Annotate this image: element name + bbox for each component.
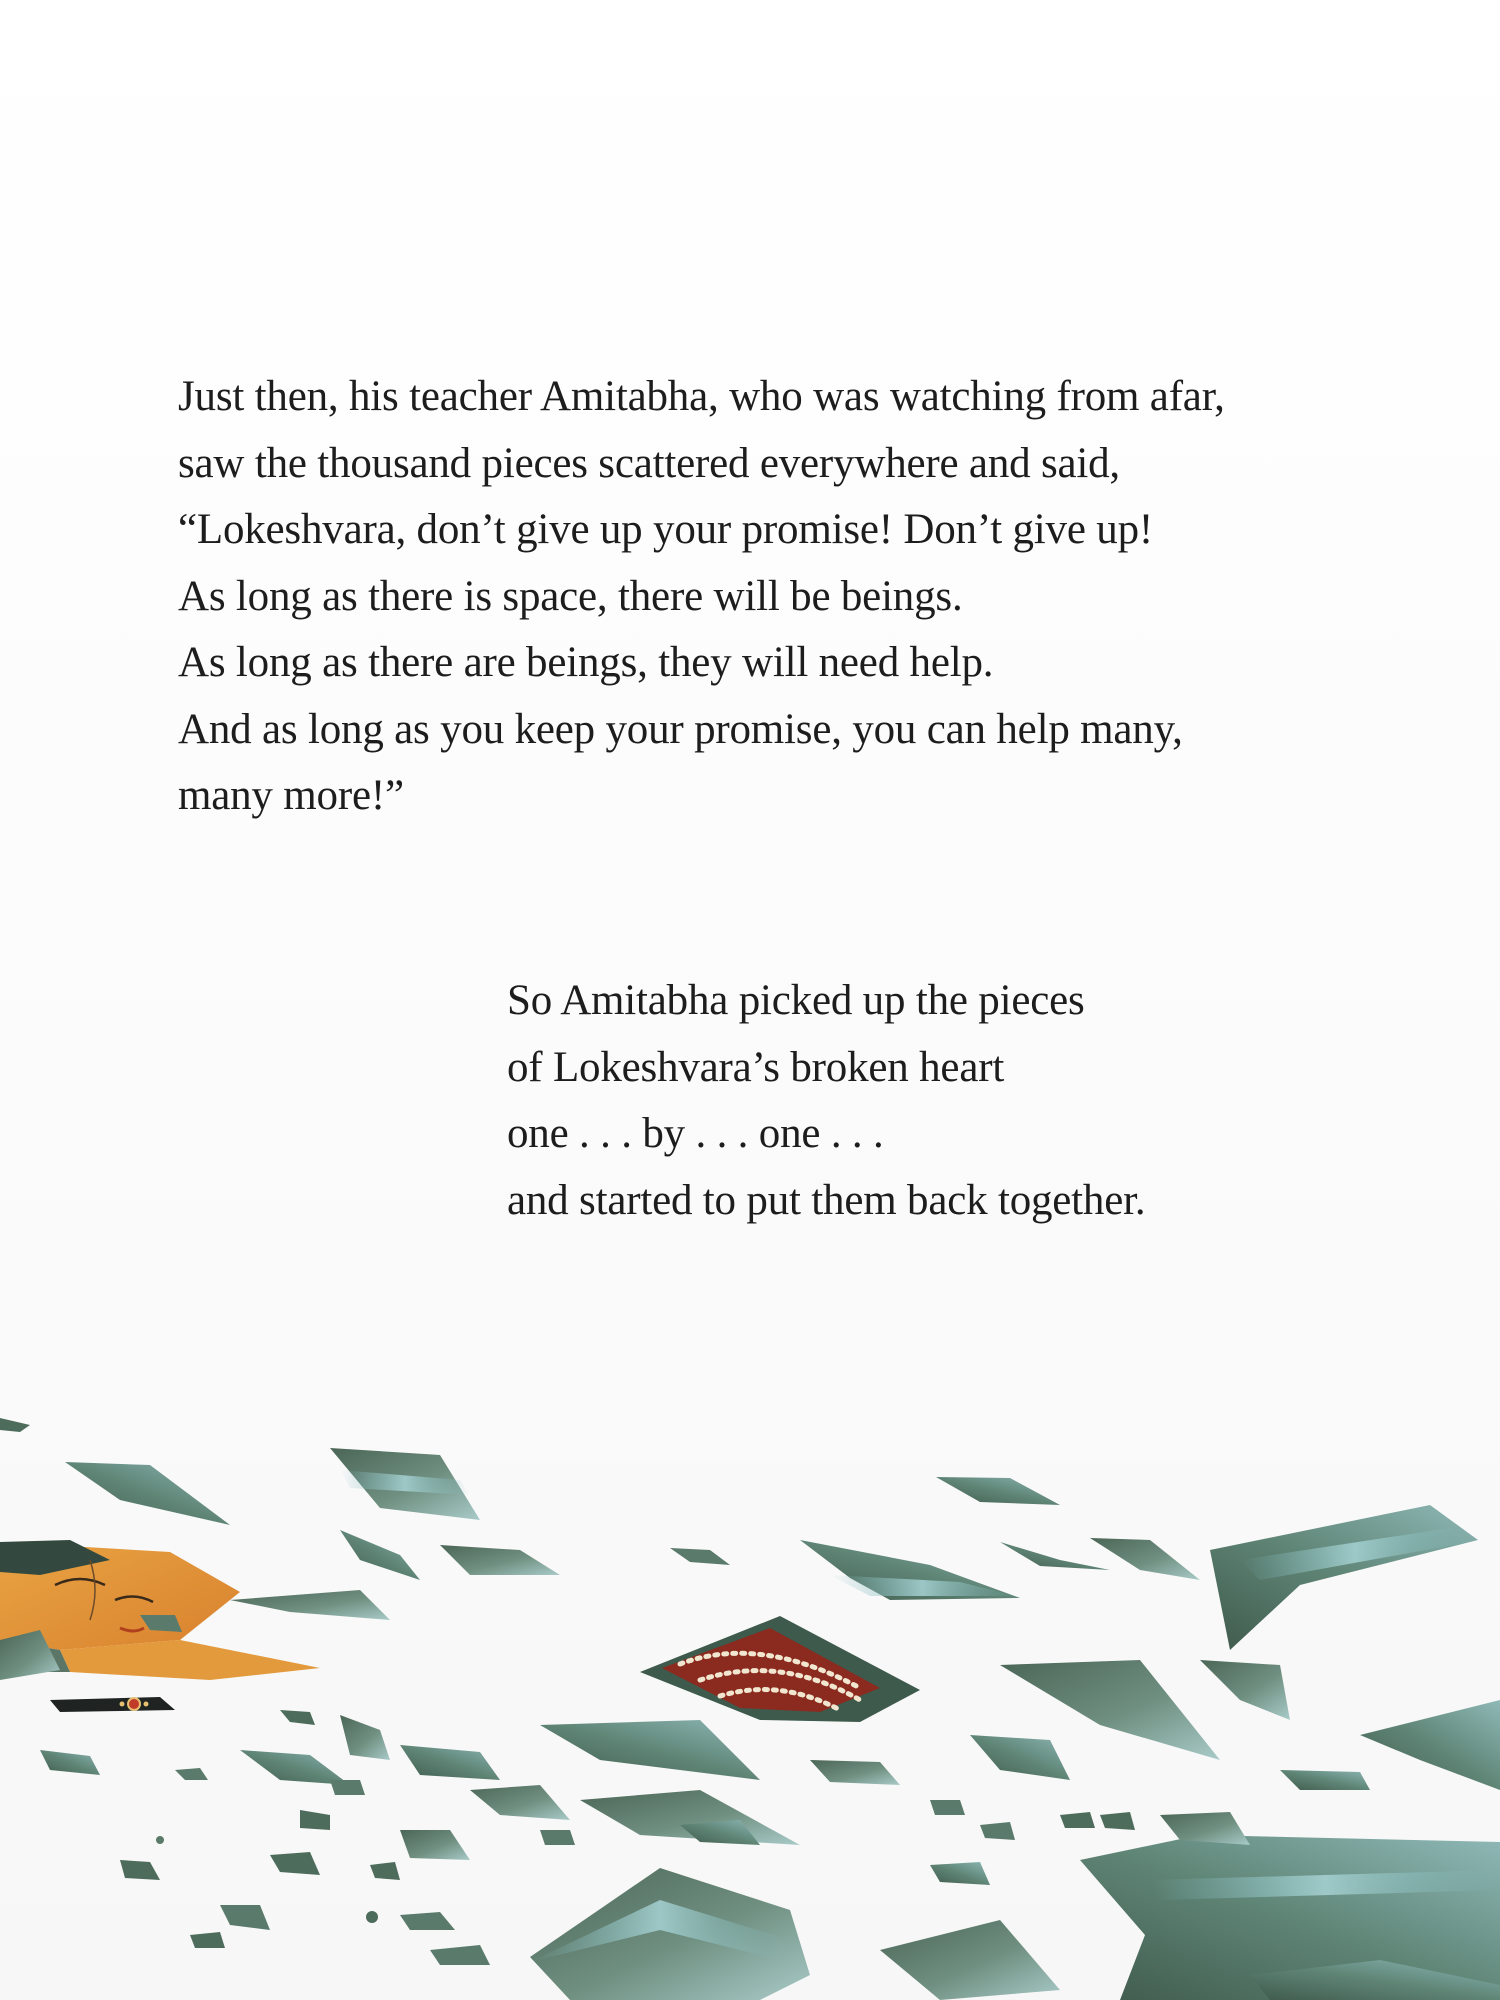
paragraph-2-line: and started to put them back together. (507, 1176, 1146, 1224)
paragraph-1-line: And as long as you keep your promise, you can help many, (178, 705, 1183, 753)
paragraph-1-line: many more!” (178, 772, 404, 819)
paragraph-1-line: As long as there are beings, they will need help. (178, 639, 994, 686)
paragraph-1-line: Just then, his teacher Amitabha, who was watching from afar, (178, 373, 1225, 420)
paragraph-1-line: saw the thousand pieces scattered everywhere and said, (178, 439, 1120, 487)
pearl-robe-fragment (640, 1616, 920, 1722)
paragraph-2-line: So Amitabha picked up the pieces (507, 977, 1085, 1024)
jewel-fragment (50, 1697, 175, 1712)
paragraph-2-line: one . . . by . . . one . . . (507, 1110, 884, 1157)
paragraph-1-line: As long as there is space, there will be beings. (178, 572, 963, 620)
paragraph-2-line: of Lokeshvara’s broken heart (507, 1043, 1005, 1091)
story-paragraph-1 (178, 364, 1225, 830)
scattered-heart-shards-illustration (0, 1380, 1500, 2000)
story-paragraph-2 (507, 968, 1145, 1234)
shard-group-large (330, 1448, 1500, 2000)
paragraph-1-line: “Lokeshvara, don’t give up your promise! Don’t give up! (178, 506, 1153, 553)
